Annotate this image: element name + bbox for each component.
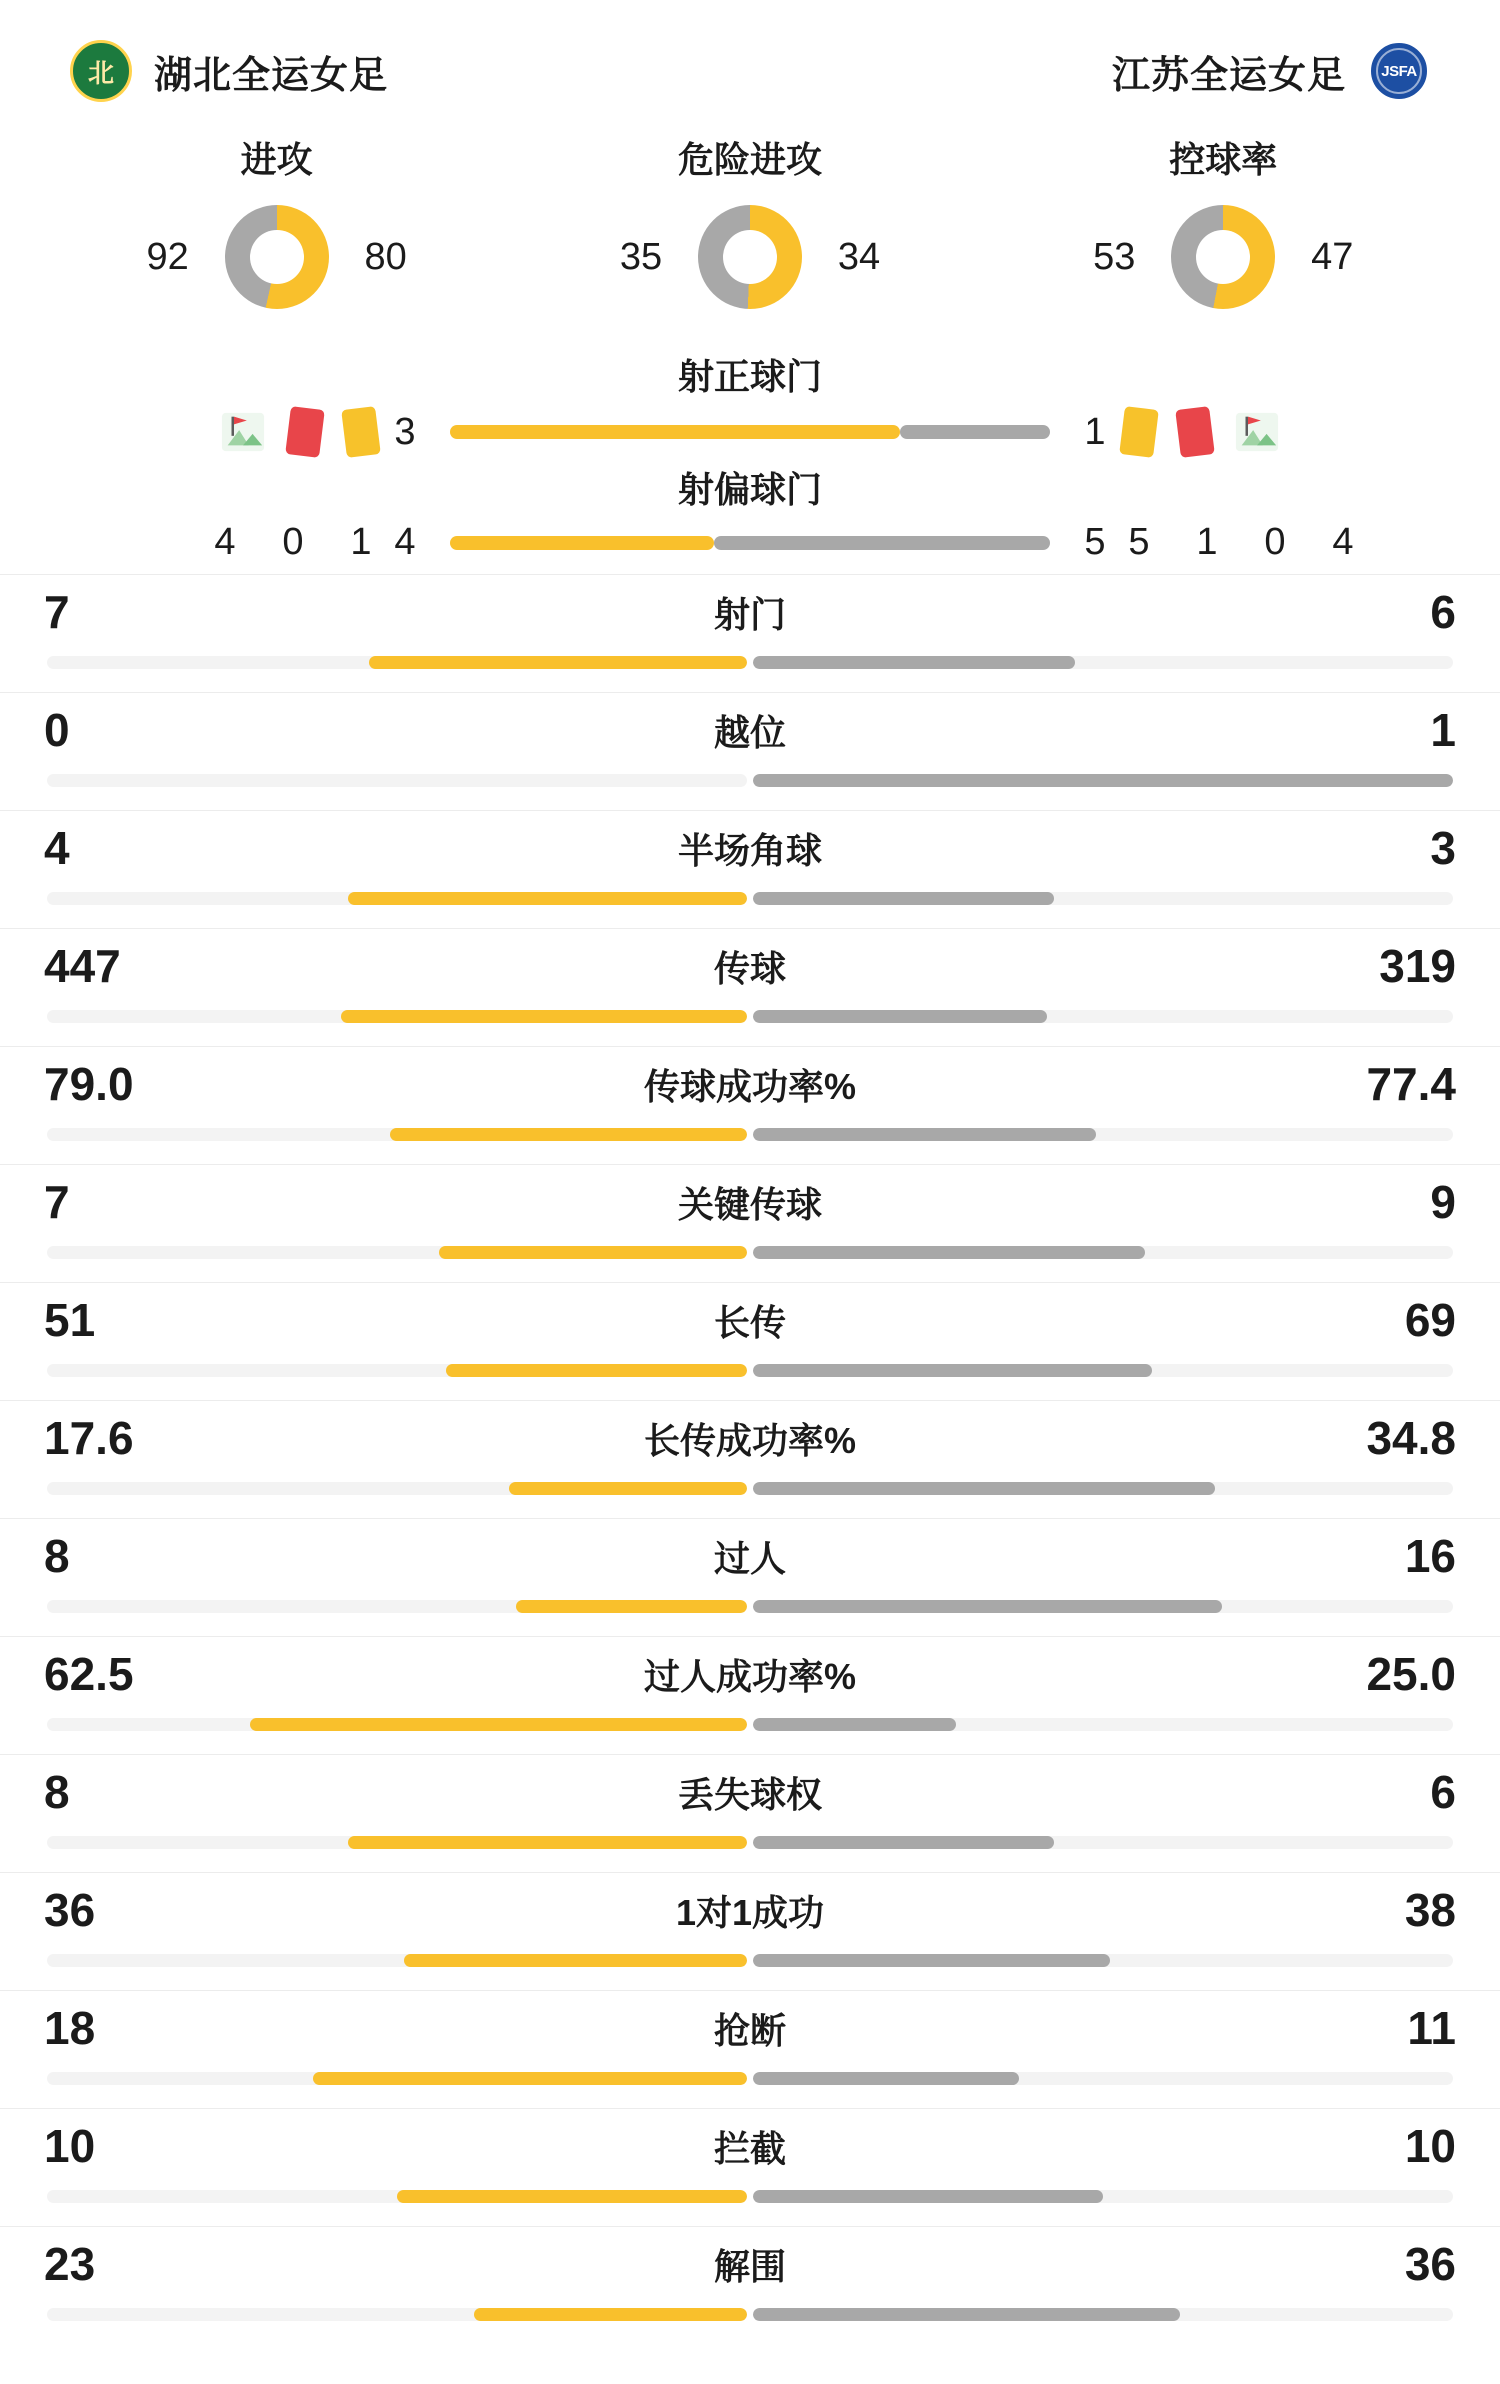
stat-bar (44, 1003, 1456, 1029)
stat-bar-away-track (753, 892, 1453, 905)
stat-home-value: 0 (44, 704, 70, 756)
stat-bar-home-track (47, 1600, 747, 1613)
stat-row (0, 2226, 1500, 2344)
stat-bar (44, 885, 1456, 911)
stat-away-value: 9 (1430, 1176, 1456, 1228)
shots-on-target-row (0, 408, 1500, 456)
stat-label: 拦截 (713, 2127, 786, 2169)
home-team-name: 湖北全运女足 (154, 54, 389, 97)
shots-off-target-row (0, 521, 1500, 564)
stat-bar-away-fill (753, 1364, 1152, 1377)
stat-bar-away-track (753, 1246, 1453, 1259)
stat-label: 长传 (713, 1301, 786, 1343)
away-team (1112, 40, 1430, 102)
donut-stat-possession (989, 132, 1458, 309)
stat-bar-away-track (753, 1600, 1453, 1613)
teams-header (0, 0, 1500, 128)
donut-away-value: 47 (1311, 235, 1354, 278)
stat-bar-away-track (753, 2072, 1453, 2085)
stat-row (0, 1754, 1500, 1872)
stat-label: 解围 (713, 2245, 786, 2287)
crest-ring (1376, 48, 1422, 94)
stat-bar-home-fill (446, 1364, 747, 1377)
stat-bar (44, 1475, 1456, 1501)
stat-bar-home-track (47, 1954, 747, 1967)
stat-bar-away-fill (753, 2308, 1180, 2321)
away-extra-count: 4 (1332, 521, 1354, 563)
bar-home-fill (450, 425, 900, 439)
stat-row (0, 2108, 1500, 2226)
stat-bar-home-track (47, 2308, 747, 2321)
donut-stat-dangerous-attacks (516, 132, 985, 309)
stat-away-value: 319 (1379, 940, 1456, 992)
stat-bar-home-fill (397, 2190, 747, 2203)
stat-home-value: 10 (44, 2120, 96, 2172)
stat-row (0, 810, 1500, 928)
stat-row (0, 1164, 1500, 1282)
stat-bar-home-fill (390, 1128, 747, 1141)
stat-away-value: 6 (1430, 1766, 1456, 1818)
stat-label: 关键传球 (677, 1183, 822, 1225)
stat-away-value: 69 (1404, 1294, 1456, 1346)
stat-home-value: 447 (44, 940, 121, 992)
donut-away-value: 34 (837, 235, 881, 278)
stat-home-value: 79.0 (44, 1058, 134, 1110)
stat-row (0, 692, 1500, 810)
stat-bar-home-track (47, 1364, 747, 1377)
shots-off-target-away-value: 5 (1084, 521, 1106, 563)
stat-bar-away-fill (753, 2072, 1019, 2085)
stat-row (0, 1282, 1500, 1400)
stat-bar-home-fill (348, 1836, 747, 1849)
stat-away-value: 3 (1430, 822, 1456, 874)
corner-flag-icon (220, 409, 266, 455)
stat-bar (44, 1121, 1456, 1147)
stat-bar (44, 2183, 1456, 2209)
stat-bar-away-fill (753, 1836, 1054, 1849)
stat-bar-away-fill (753, 1128, 1096, 1141)
away-team-name: 江苏全运女足 (1111, 54, 1346, 97)
stat-bar-home-track (47, 774, 747, 787)
stat-row (0, 574, 1500, 692)
stat-bar-away-fill (753, 892, 1054, 905)
donut-title: 进攻 (240, 139, 313, 180)
stat-bar-away-track (753, 2190, 1453, 2203)
donut-chart-attacks (225, 205, 329, 309)
shots-off-target-bar (378, 521, 1122, 564)
stat-bar-away-track (753, 656, 1453, 669)
home-team-crest-icon (70, 40, 132, 102)
away-yellow-card-count: 5 (1128, 521, 1150, 563)
stat-row (0, 1518, 1500, 1636)
shots-on-target-away-value: 1 (1084, 410, 1106, 453)
stat-bar-away-track (753, 774, 1453, 787)
donut-stats-row (0, 128, 1500, 327)
stat-bar (44, 2301, 1456, 2327)
home-crest-label: 北 (87, 57, 114, 88)
stat-bar-away-track (753, 1836, 1453, 1849)
stat-home-value: 7 (44, 1176, 70, 1228)
stat-bar (44, 1829, 1456, 1855)
donut-home-value: 35 (619, 235, 663, 278)
stat-bar-home-track (47, 1010, 747, 1023)
stat-label: 1对1成功 (675, 1891, 825, 1933)
away-red-card-count: 1 (1196, 521, 1218, 563)
stat-bar (44, 1711, 1456, 1737)
yellow-card-icon (341, 406, 381, 458)
shots-off-target-label: 射偏球门 (677, 469, 822, 510)
bar (450, 423, 1050, 441)
stat-bar-away-track (753, 1954, 1453, 1967)
stat-label: 过人 (713, 1537, 786, 1579)
stat-home-value: 8 (44, 1766, 70, 1818)
stat-bar-home-track (47, 1246, 747, 1259)
stat-label: 传球成功率% (643, 1065, 856, 1107)
stat-bar-away-track (753, 1128, 1453, 1141)
stat-home-value: 7 (44, 586, 70, 638)
stat-label: 抢断 (713, 2009, 786, 2051)
stat-bar-home-track (47, 1482, 747, 1495)
stat-bar-away-fill (753, 1600, 1222, 1613)
stat-bar-home-track (47, 1836, 747, 1849)
stat-bar-home-track (47, 1718, 747, 1731)
red-card-icon (285, 406, 325, 458)
donut-title: 危险进攻 (677, 139, 822, 180)
stat-bar (44, 767, 1456, 793)
away-corner-flag-count: 0 (1264, 521, 1286, 563)
stat-bar (44, 1593, 1456, 1619)
stat-away-value: 34.8 (1366, 1412, 1456, 1464)
stat-row (0, 1046, 1500, 1164)
stat-bar-away-fill (753, 1954, 1110, 1967)
home-discipline-counts (44, 521, 378, 564)
stat-bar-away-track (753, 1364, 1453, 1377)
stat-away-value: 16 (1404, 1530, 1456, 1582)
stat-label: 半场角球 (677, 829, 822, 871)
bar-away-fill (900, 425, 1050, 439)
shots-on-target-label: 射正球门 (677, 356, 822, 397)
donut-home-value: 92 (146, 235, 189, 278)
stat-home-value: 17.6 (44, 1412, 134, 1464)
stat-row (0, 1990, 1500, 2108)
stat-bar-home-fill (404, 1954, 747, 1967)
stat-bar (44, 1947, 1456, 1973)
stat-home-value: 51 (44, 1294, 96, 1346)
red-card-icon (1175, 406, 1215, 458)
donut-title: 控球率 (1169, 139, 1278, 180)
stat-home-value: 62.5 (44, 1648, 134, 1700)
stat-home-value: 4 (44, 822, 70, 874)
shots-section (0, 327, 1500, 564)
stat-label: 射门 (713, 593, 786, 635)
stat-bar-away-fill (753, 1246, 1145, 1259)
stat-bar-home-fill (369, 656, 747, 669)
home-team (70, 40, 388, 102)
stat-away-value: 11 (1407, 2002, 1456, 2054)
stat-bar-home-track (47, 892, 747, 905)
away-discipline-icons (1122, 408, 1456, 456)
stat-row (0, 1400, 1500, 1518)
stat-bar (44, 1357, 1456, 1383)
stat-bar (44, 1239, 1456, 1265)
stat-away-value: 1 (1430, 704, 1456, 756)
stat-home-value: 36 (44, 1884, 96, 1936)
stat-away-value: 10 (1404, 2120, 1456, 2172)
bar-away-fill (714, 536, 1050, 550)
stat-bar-home-fill (474, 2308, 747, 2321)
stat-bar-away-fill (753, 1718, 956, 1731)
corner-flag-icon (1234, 409, 1280, 455)
stat-bar-home-track (47, 1128, 747, 1141)
stat-bar-home-fill (250, 1718, 747, 1731)
stat-bar-home-track (47, 656, 747, 669)
shots-on-target-home-value: 3 (394, 410, 416, 453)
stat-label: 过人成功率% (643, 1655, 856, 1697)
home-discipline-icons (44, 408, 378, 456)
stat-row (0, 1636, 1500, 1754)
stat-bar-away-fill (753, 656, 1075, 669)
stat-bar-away-track (753, 1010, 1453, 1023)
stat-bar-away-fill (753, 1010, 1047, 1023)
yellow-card-icon (1119, 406, 1159, 458)
home-yellow-card-count: 1 (350, 521, 372, 563)
stat-bar-home-track (47, 2190, 747, 2203)
stat-bar (44, 2065, 1456, 2091)
stat-bar-away-track (753, 2308, 1453, 2321)
stat-label: 长传成功率% (643, 1419, 856, 1461)
stat-bar-home-fill (341, 1010, 747, 1023)
donut-stat-attacks (42, 132, 511, 309)
stat-bar-away-track (753, 1482, 1453, 1495)
stat-away-value: 38 (1404, 1884, 1456, 1936)
stat-bar-away-fill (753, 2190, 1103, 2203)
stat-away-value: 6 (1430, 586, 1456, 638)
stat-row (0, 928, 1500, 1046)
away-discipline-counts (1122, 521, 1456, 564)
away-crest-label: JSFA (1381, 62, 1417, 80)
donut-home-value: 53 (1093, 235, 1136, 278)
shots-off-target-home-value: 4 (394, 521, 416, 563)
away-team-crest-icon (1368, 40, 1430, 102)
stat-bar-away-fill (753, 774, 1453, 787)
bar (450, 534, 1050, 552)
stat-label: 越位 (713, 711, 786, 753)
stat-bar-away-fill (753, 1482, 1215, 1495)
stat-row (0, 1872, 1500, 1990)
stat-bar-home-fill (348, 892, 747, 905)
donut-away-value: 80 (364, 235, 407, 278)
home-red-card-count: 0 (282, 521, 304, 563)
stat-bar-home-fill (313, 2072, 747, 2085)
stat-away-value: 36 (1404, 2238, 1456, 2290)
home-corner-flag-count: 4 (214, 521, 236, 563)
stat-bar-home-track (47, 2072, 747, 2085)
shots-on-target-bar (378, 411, 1122, 454)
stat-bar-home-fill (439, 1246, 747, 1259)
stat-list (0, 564, 1500, 2384)
stat-bar (44, 649, 1456, 675)
stat-home-value: 23 (44, 2238, 96, 2290)
stat-bar-away-track (753, 1718, 1453, 1731)
stat-home-value: 8 (44, 1530, 70, 1582)
stat-away-value: 77.4 (1366, 1058, 1456, 1110)
stat-bar-home-fill (516, 1600, 747, 1613)
donut-chart-dangerous-attacks (698, 205, 802, 309)
stat-bar-home-fill (509, 1482, 747, 1495)
stat-label: 传球 (713, 947, 786, 989)
stat-home-value: 18 (44, 2002, 96, 2054)
stat-away-value: 25.0 (1366, 1648, 1456, 1700)
bar-home-fill (450, 536, 714, 550)
stat-label: 丢失球权 (677, 1773, 822, 1815)
donut-chart-possession (1171, 205, 1275, 309)
